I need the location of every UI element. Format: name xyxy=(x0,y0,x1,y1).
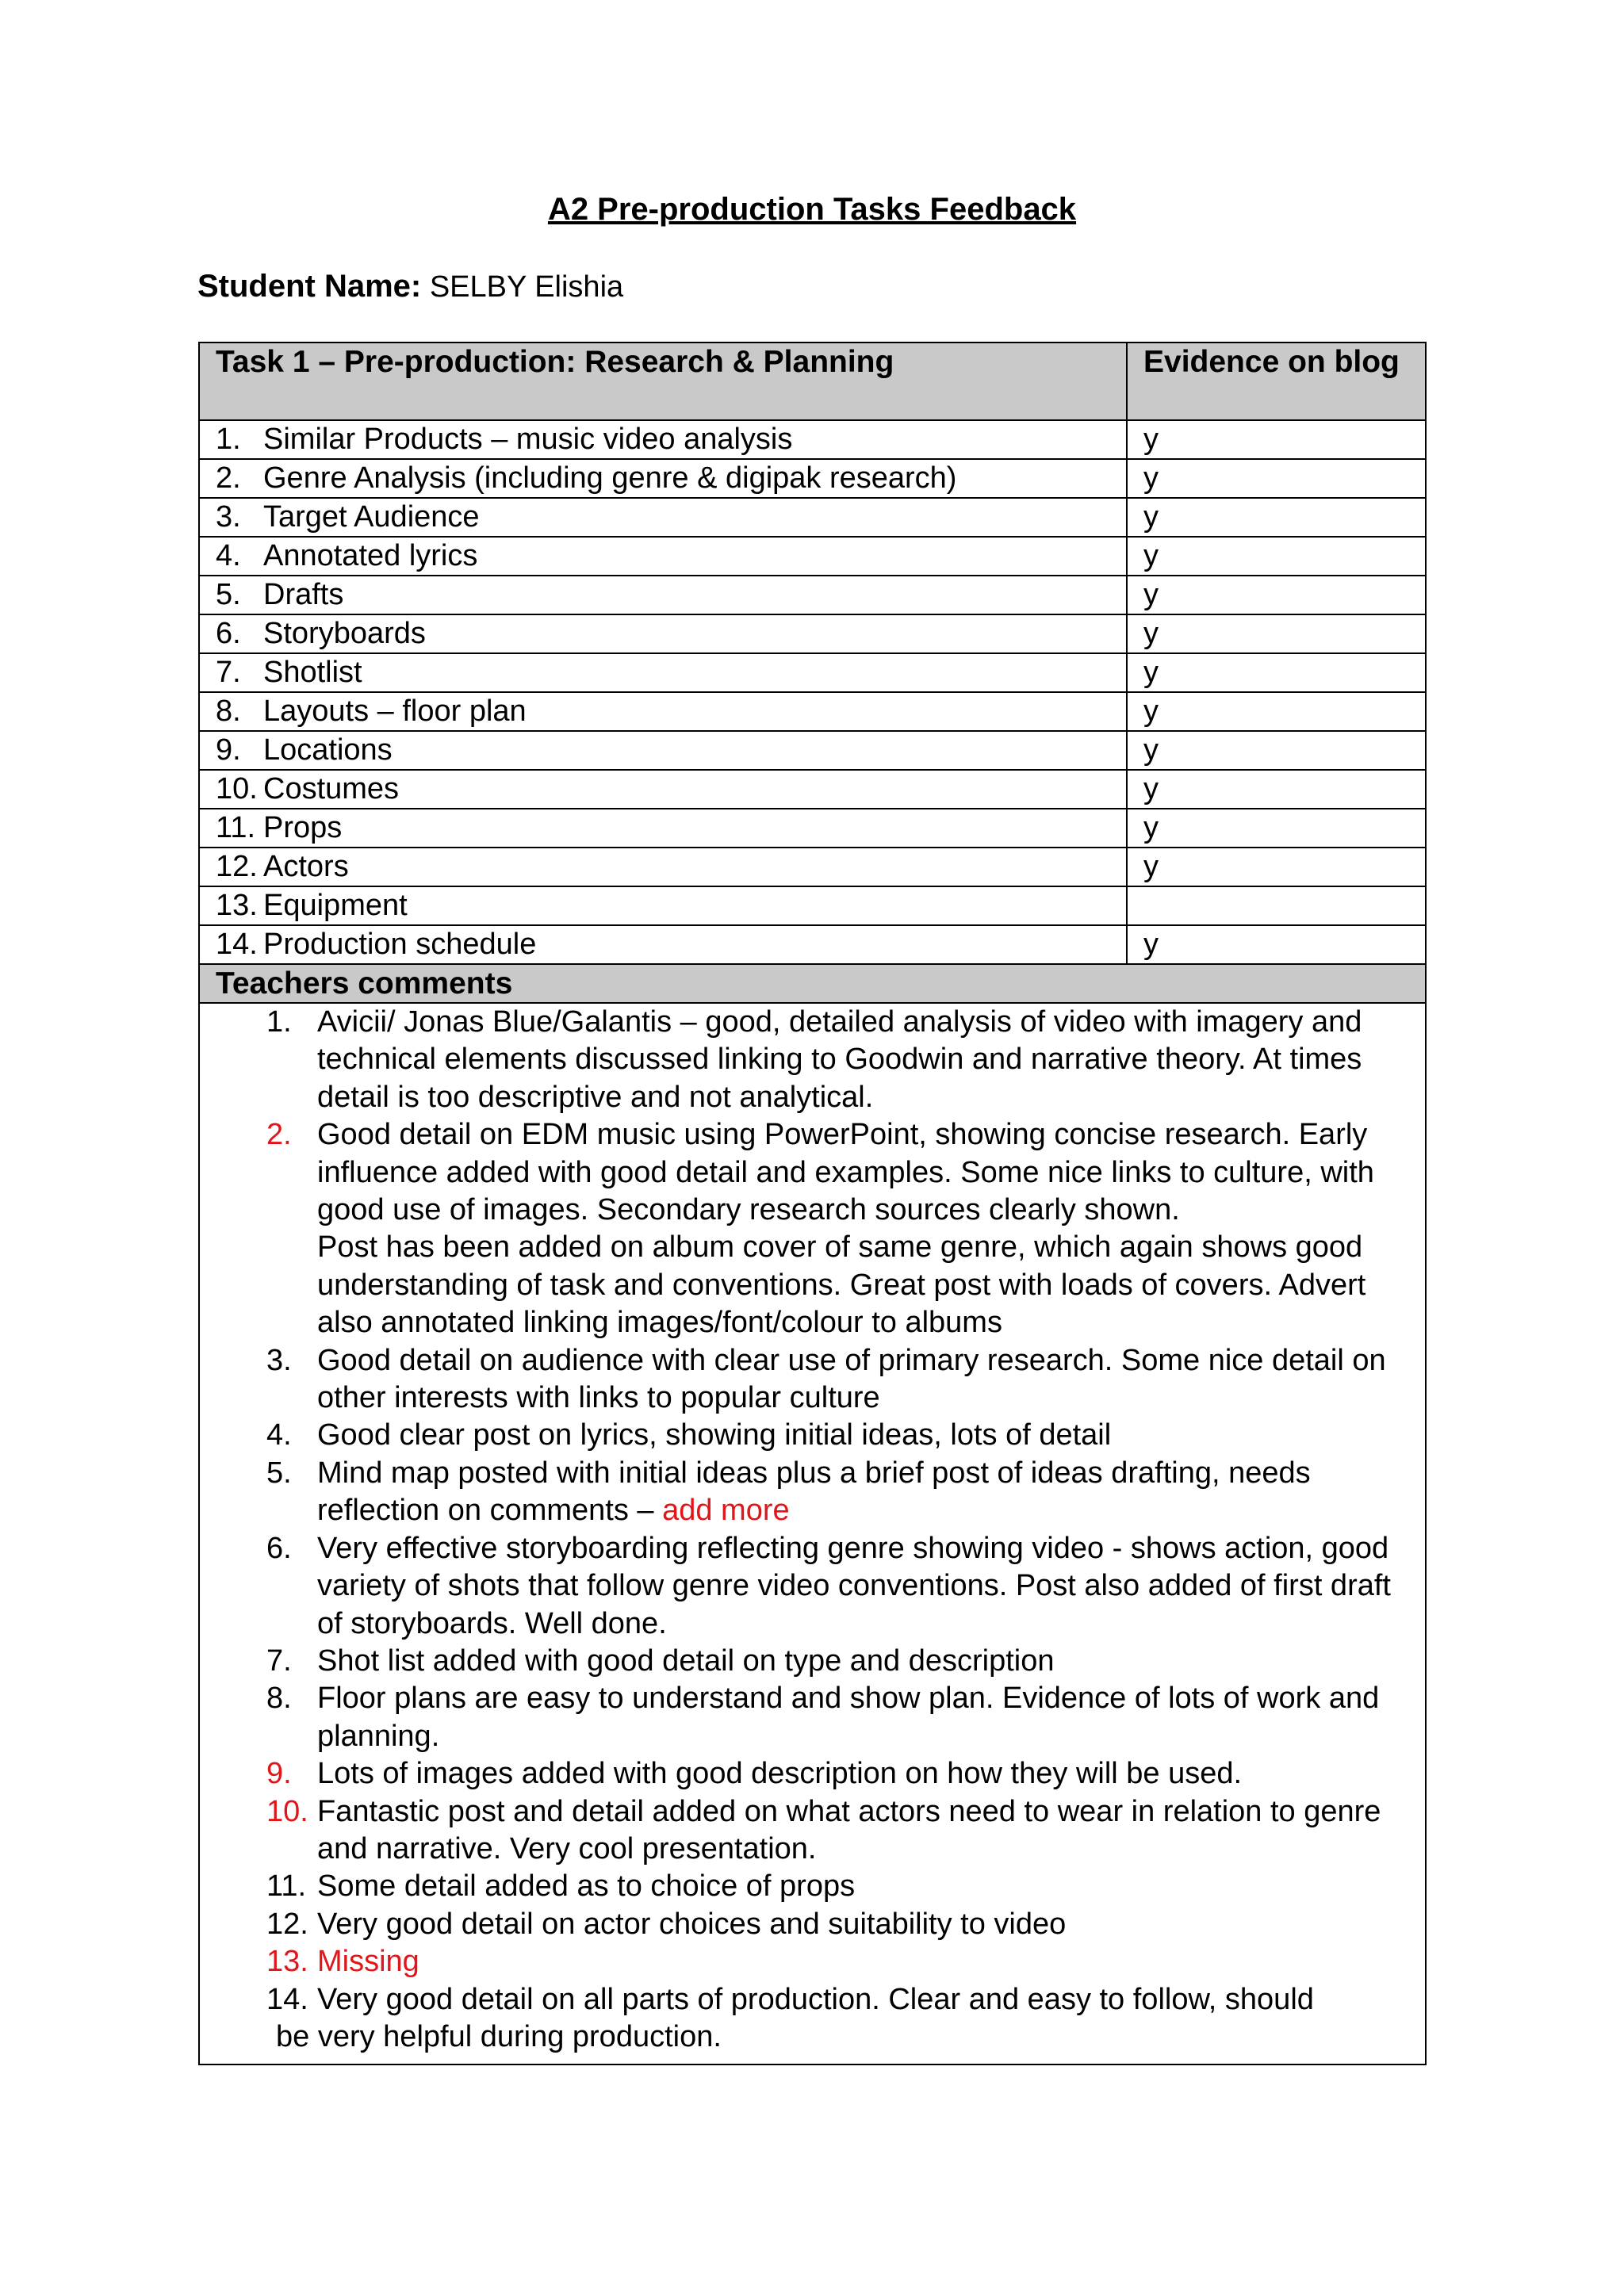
task-evidence: y xyxy=(1127,770,1426,809)
table-row xyxy=(199,420,1426,459)
task-evidence: y xyxy=(1127,459,1426,498)
header-task: Task 1 – Pre-production: Research & Planning xyxy=(199,342,1127,420)
student-name-value: SELBY Elishia xyxy=(429,270,624,304)
comments-cell xyxy=(199,1003,1426,2064)
task-evidence: y xyxy=(1127,498,1426,537)
task-label: Storyboards xyxy=(263,617,426,650)
list-item xyxy=(200,1643,1417,1680)
task-evidence: y xyxy=(1127,731,1426,770)
list-item xyxy=(200,1530,1417,1643)
comment-text: Very good detail on actor choices and suitability to video xyxy=(317,1907,1067,1941)
task-number: 8. xyxy=(216,695,241,728)
task-evidence: y xyxy=(1127,925,1426,964)
comment-text: Good clear post on lyrics, showing initial ideas, lots of detail xyxy=(317,1418,1112,1452)
comment-number: 9. xyxy=(266,1757,292,1791)
task-number: 11. xyxy=(216,811,256,844)
list-item xyxy=(200,1981,1417,2057)
list-item xyxy=(200,1793,1417,1869)
comment-number: 11. xyxy=(266,1869,307,1904)
table-row xyxy=(199,537,1426,576)
task-evidence: y xyxy=(1127,848,1426,886)
task-evidence: y xyxy=(1127,809,1426,848)
task-label: Drafts xyxy=(263,578,344,611)
list-item xyxy=(200,1868,1417,1905)
list-item xyxy=(200,1417,1417,1454)
comments-header-row xyxy=(199,964,1426,1003)
task-number: 14. xyxy=(216,928,258,961)
task-label: Target Audience xyxy=(263,500,480,534)
task-evidence: y xyxy=(1127,614,1426,653)
comment-number: 12. xyxy=(266,1907,308,1941)
comment-text: Good detail on audience with clear use of primary research. Some nice detail on other interests with links to popular culture xyxy=(317,1343,1386,1415)
document-title: A2 Pre-production Tasks Feedback xyxy=(547,192,1077,227)
task-label: Similar Products – music video analysis xyxy=(263,423,793,456)
task-number: 5. xyxy=(216,578,241,611)
task-label: Equipment xyxy=(263,889,408,922)
task-number: 13. xyxy=(216,889,258,922)
comment-number: 1. xyxy=(266,1005,292,1039)
table-row xyxy=(199,731,1426,770)
student-name-line xyxy=(197,269,623,304)
table-row xyxy=(199,576,1426,614)
list-item xyxy=(200,1342,1417,1418)
task-evidence: y xyxy=(1127,576,1426,614)
task-number: 3. xyxy=(216,500,241,534)
task-number: 1. xyxy=(216,423,241,456)
task-label: Annotated lyrics xyxy=(263,539,478,572)
task-number: 10. xyxy=(216,772,258,806)
table-row xyxy=(199,770,1426,809)
task-number: 9. xyxy=(216,733,241,767)
comment-number: 7. xyxy=(266,1644,292,1678)
table-row xyxy=(199,809,1426,848)
task-label: Props xyxy=(263,811,343,844)
comment-text-highlight: add more xyxy=(662,1494,790,1528)
comment-number: 5. xyxy=(266,1456,292,1490)
comment-number: 2. xyxy=(266,1118,292,1152)
comment-text: Very effective storyboarding reflecting genre showing video - shows action, good variety of shots that follow genre video conventions. Post also added of first draft of storyboards. Well done. xyxy=(317,1531,1391,1640)
task-label: Shotlist xyxy=(263,656,362,689)
comment-number: 13. xyxy=(266,1945,308,1979)
task-label: Layouts – floor plan xyxy=(263,695,527,728)
comment-number: 6. xyxy=(266,1531,292,1565)
comment-text: Missing xyxy=(317,1945,419,1979)
task-label: Costumes xyxy=(263,772,400,806)
header-evidence: Evidence on blog xyxy=(1127,342,1426,420)
task-number: 2. xyxy=(216,461,241,495)
comment-text: Lots of images added with good description on how they will be used. xyxy=(317,1757,1243,1791)
table-row xyxy=(199,498,1426,537)
comment-text: Avicii/ Jonas Blue/Galantis – good, detailed analysis of video with imagery and technical elements discussed linking to Goodwin and narrative theory. At times detail is too descriptive and not analytical. xyxy=(317,1005,1362,1114)
comment-text: Floor plans are easy to understand and show plan. Evidence of lots of work and planning. xyxy=(317,1682,1380,1753)
comment-number: 10. xyxy=(266,1794,308,1828)
table-row xyxy=(199,653,1426,692)
list-item xyxy=(200,1116,1417,1341)
task-label: Production schedule xyxy=(263,928,537,961)
task-evidence: y xyxy=(1127,420,1426,459)
table-row xyxy=(199,886,1426,925)
table-row xyxy=(199,848,1426,886)
task-evidence xyxy=(1127,886,1426,925)
comments-list xyxy=(200,1004,1417,2056)
task-number: 12. xyxy=(216,850,258,883)
task-label: Actors xyxy=(263,850,349,883)
task-number: 7. xyxy=(216,656,241,689)
comments-row xyxy=(199,1003,1426,2064)
task-evidence: y xyxy=(1127,537,1426,576)
list-item xyxy=(200,1943,1417,1980)
task-number: 4. xyxy=(216,539,241,572)
comment-text: Mind map posted with initial ideas plus a brief post of ideas drafting, needs reflection on comments – xyxy=(317,1456,1311,1528)
comment-text: Some detail added as to choice of props xyxy=(317,1869,856,1904)
comment-text: Fantastic post and detail added on what actors need to wear in relation to genre and narrative. Very cool presentation. xyxy=(317,1794,1381,1866)
tasks-table xyxy=(198,342,1427,2065)
task-evidence: y xyxy=(1127,692,1426,731)
list-item xyxy=(200,1906,1417,1943)
table-row xyxy=(199,925,1426,964)
comment-number: 14. xyxy=(266,1982,308,2016)
table-row xyxy=(199,692,1426,731)
comment-text: Good detail on EDM music using PowerPoint, showing concise research. Early influence added with good detail and examples. Some nice links to culture, with good use of images. Secondary research sources clearly shown. xyxy=(317,1118,1374,1227)
task-number: 6. xyxy=(216,617,241,650)
comment-text-continued: be very helpful during production. xyxy=(276,2019,722,2053)
list-item xyxy=(200,1680,1417,1755)
comment-number: 8. xyxy=(266,1682,292,1716)
list-item xyxy=(200,1004,1417,1116)
list-item xyxy=(200,1755,1417,1793)
table-header-row xyxy=(199,342,1426,420)
comment-number: 4. xyxy=(266,1418,292,1452)
comment-text: Shot list added with good detail on type and description xyxy=(317,1644,1055,1678)
comment-text: Very good detail on all parts of production. Clear and easy to follow, should xyxy=(317,1982,1314,2016)
comment-number: 3. xyxy=(266,1343,292,1377)
task-evidence: y xyxy=(1127,653,1426,692)
task-label: Locations xyxy=(263,733,393,767)
comment-text-continued: Post has been added on album cover of same genre, which again shows good understanding of task and conventions. Great post with loads of covers. Advert also annotated linking images/font/colour to albums xyxy=(317,1230,1366,1340)
task-label: Genre Analysis (including genre & digipak research) xyxy=(263,461,957,495)
table-row xyxy=(199,459,1426,498)
list-item xyxy=(200,1455,1417,1530)
student-name-label: Student Name: xyxy=(197,269,422,304)
comments-header: Teachers comments xyxy=(199,964,1426,1003)
table-row xyxy=(199,614,1426,653)
